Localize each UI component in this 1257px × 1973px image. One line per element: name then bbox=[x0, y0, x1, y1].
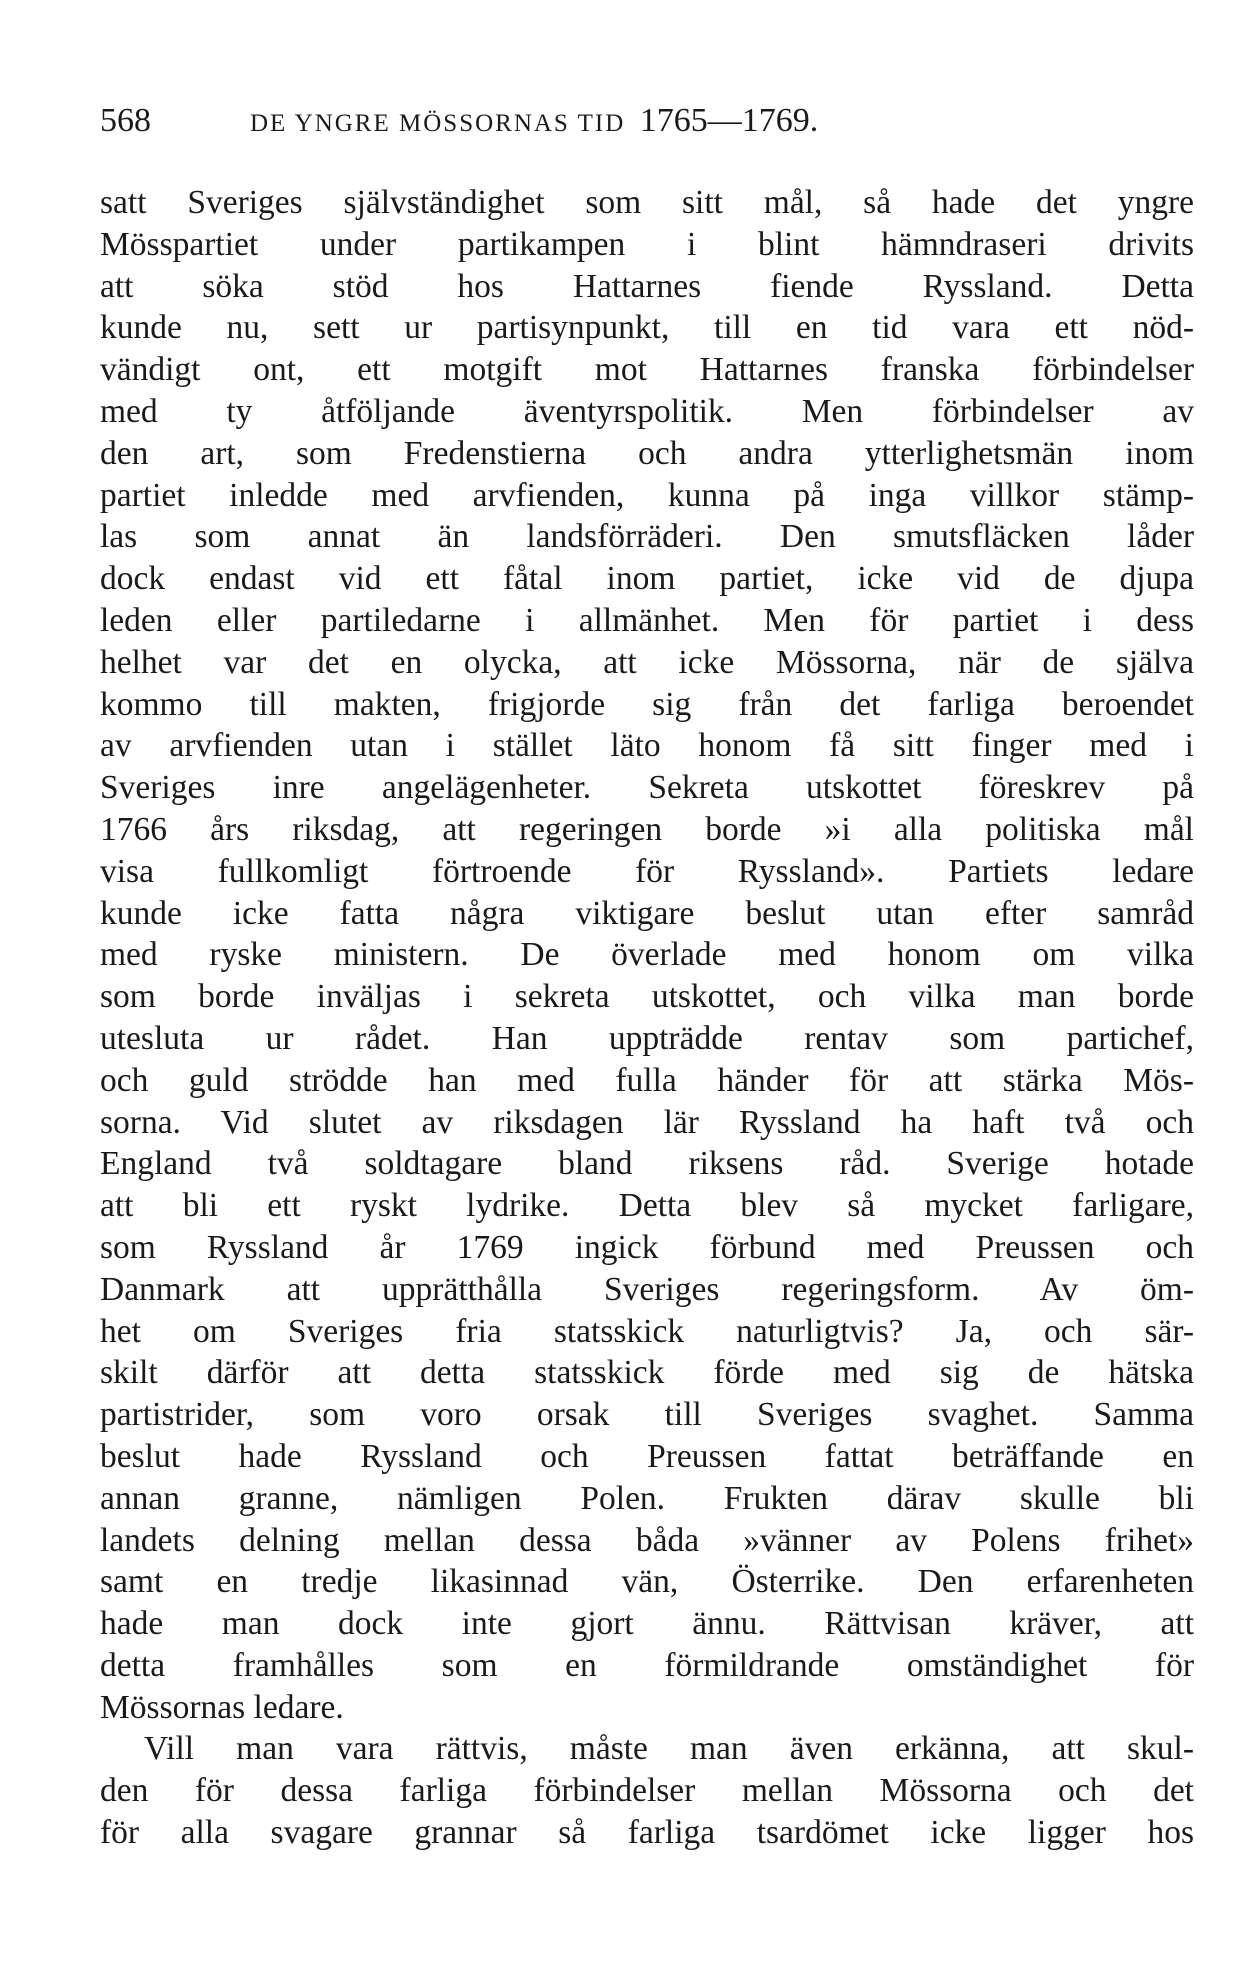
text-line: den art, som Fredenstierna och andra ytterlighetsmän inom bbox=[100, 434, 1194, 472]
text-line: vändigt ont, ett motgift mot Hattarnes franska förbindelser bbox=[100, 351, 1194, 389]
text-line: och guld strödde han med fulla händer för att stärka Mös- bbox=[100, 1061, 1194, 1099]
text-line: landets delning mellan dessa båda »vänner av Polens frihet» bbox=[100, 1521, 1194, 1559]
text-line: visa fullkomligt förtroende för Ryssland». Partiets ledare bbox=[100, 852, 1194, 890]
text-line: dock endast vid ett fåtal inom partiet, icke vid de djupa bbox=[100, 560, 1194, 598]
text-line: annan granne, nämligen Polen. Frukten därav skulle bli bbox=[100, 1479, 1194, 1517]
text-line: den för dessa farliga förbindelser mellan Mössorna och det bbox=[100, 1772, 1194, 1810]
text-line: Mösspartiet under partikampen i blint hämndraseri drivits bbox=[100, 225, 1194, 263]
running-head bbox=[100, 96, 1200, 146]
text-line: Vill man vara rättvis, måste man även erkänna, att skul- bbox=[144, 1730, 1194, 1768]
text-line: hade man dock inte gjort ännu. Rättvisan kräver, att bbox=[100, 1605, 1194, 1643]
body-text bbox=[100, 182, 1194, 1854]
text-line: som Ryssland år 1769 ingick förbund med Preussen och bbox=[100, 1228, 1194, 1266]
text-line: leden eller partiledarne i allmänhet. Men för partiet i dess bbox=[100, 601, 1194, 639]
text-line: som borde inväljas i sekreta utskottet, och vilka man borde bbox=[100, 978, 1194, 1016]
text-line: utesluta ur rådet. Han uppträdde rentav som partichef, bbox=[100, 1019, 1194, 1057]
text-line: med ty åtföljande äventyrspolitik. Men förbindelser av bbox=[100, 392, 1194, 430]
text-line: las som annat än landsförräderi. Den smutsfläcken låder bbox=[100, 518, 1194, 556]
text-line: beslut hade Ryssland och Preussen fattat beträffande en bbox=[100, 1437, 1194, 1475]
text-line: detta framhålles som en förmildrande omständighet för bbox=[100, 1646, 1194, 1684]
text-line: partistrider, som voro orsak till Sveriges svaghet. Samma bbox=[100, 1396, 1194, 1434]
text-line: Danmark att upprätthålla Sveriges regeringsform. Av öm- bbox=[100, 1270, 1194, 1308]
page-number: 568 bbox=[100, 102, 151, 139]
text-line: samt en tredje likasinnad vän, Österrike. Den erfarenheten bbox=[100, 1563, 1194, 1601]
text-line: Mössornas ledare. bbox=[100, 1688, 344, 1726]
text-line: partiet inledde med arvfienden, kunna på inga villkor stämp- bbox=[100, 476, 1194, 514]
text-line: het om Sveriges fria statsskick naturligtvis? Ja, och sär- bbox=[100, 1312, 1194, 1350]
text-line: skilt därför att detta statsskick förde med sig de hätska bbox=[100, 1354, 1194, 1392]
text-line: kommo till makten, frigjorde sig från det farliga beroendet bbox=[100, 685, 1194, 723]
text-line: satt Sveriges självständighet som sitt mål, så hade det yngre bbox=[100, 184, 1194, 221]
text-line: att bli ett ryskt lydrike. Detta blev så mycket farligare, bbox=[100, 1187, 1194, 1225]
running-title: DE YNGRE MÖSSORNAS TID bbox=[250, 110, 626, 137]
text-line: att söka stöd hos Hattarnes fiende Ryssland. Detta bbox=[100, 267, 1194, 305]
text-line: helhet var det en olycka, att icke Mössorna, när de själva bbox=[100, 643, 1194, 681]
text-line: kunde nu, sett ur partisynpunkt, till en tid vara ett nöd- bbox=[100, 309, 1194, 347]
text-line: Sveriges inre angelägenheter. Sekreta utskottet föreskrev på bbox=[100, 769, 1194, 807]
text-line: av arvfienden utan i stället läto honom få sitt finger med i bbox=[100, 727, 1194, 765]
text-line: England två soldtagare bland riksens råd. Sverige hotade bbox=[100, 1145, 1194, 1183]
text-line: med ryske ministern. De överlade med honom om vilka bbox=[100, 936, 1194, 974]
text-line: 1766 års riksdag, att regeringen borde »i alla politiska mål bbox=[100, 810, 1194, 848]
running-years: 1765—1769. bbox=[639, 102, 819, 139]
text-line: sorna. Vid slutet av riksdagen lär Ryssland ha haft två och bbox=[100, 1103, 1194, 1141]
text-line: kunde icke fatta några viktigare beslut utan efter samråd bbox=[100, 894, 1194, 932]
text-line: för alla svagare grannar så farliga tsardömet icke ligger hos bbox=[100, 1814, 1194, 1852]
